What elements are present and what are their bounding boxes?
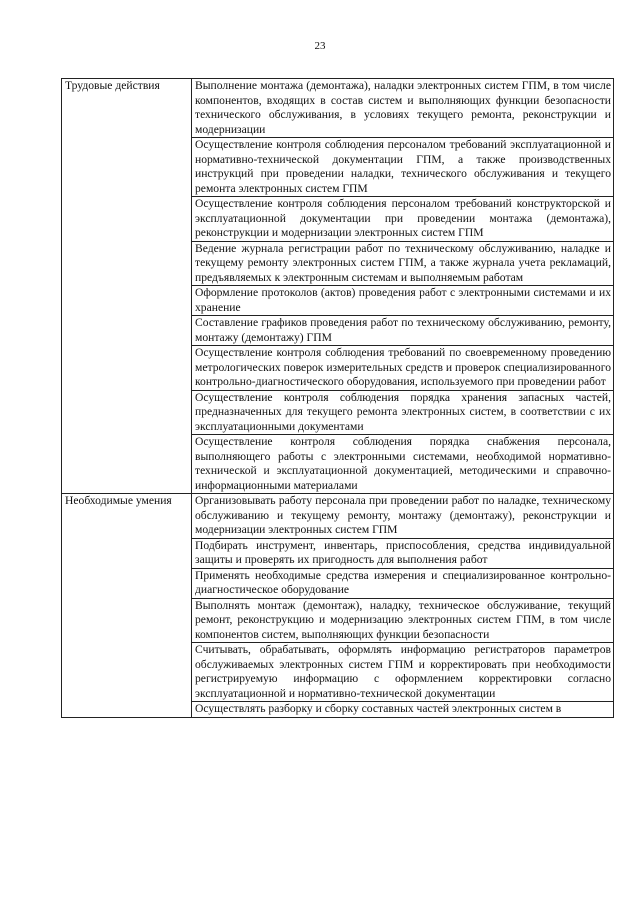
table-row (62, 79, 614, 138)
skill-item: Применять необходимые средства измерения и специализированное контрольно-диагностическое оборудование (192, 568, 614, 598)
labor-action-item: Осуществление контроля соблюдения персоналом требований эксплуатационной и нормативно-технической документации ГПМ, а также производственных инструкций при проведении наладки, технического обслуживания и текущего ремонта электронных систем ГПМ (192, 138, 614, 197)
page-number: 23 (314, 40, 326, 52)
labor-actions-label: Трудовые действия (62, 79, 192, 494)
labor-action-item: Составление графиков проведения работ по техническому обслуживанию, ремонту, монтажу (демонтажу) ГПМ (192, 316, 614, 346)
skill-item: Организовывать работу персонала при проведении работ по наладке, техническому обслуживанию и текущему ремонту, монтажу (демонтажу), реконструкции и модернизации электронных систем ГПМ (192, 494, 614, 539)
skill-item: Подбирать инструмент, инвентарь, приспособления, средства индивидуальной защиты и проверять их пригодность для выполнения работ (192, 538, 614, 568)
competency-table (61, 78, 614, 718)
table-row (62, 494, 614, 539)
labor-action-item: Осуществление контроля соблюдения порядка хранения запасных частей, предназначенных для текущего ремонта электронных систем, в соответствии с их эксплуатационными документами (192, 390, 614, 435)
skill-item: Выполнять монтаж (демонтаж), наладку, техническое обслуживание, текущий ремонт, реконструкцию и модернизацию электронных систем ГПМ, в том числе компонентов систем, выполняющих функции безопасности (192, 598, 614, 643)
labor-action-item: Выполнение монтажа (демонтажа), наладки электронных систем ГПМ, в том числе компонентов, входящих в состав систем и выполняющих функции безопасности технического обслуживания, в условиях текущего ремонта, реконструкции и модернизации (192, 79, 614, 138)
labor-action-item: Осуществление контроля соблюдения порядка снабжения персонала, выполняющего работы с электронными системами, необходимой нормативно-технической и эксплуатационной документацией, методическими и справочно-информационными материалами (192, 435, 614, 494)
labor-action-item: Ведение журнала регистрации работ по техническому обслуживанию, наладке и текущему ремонту электронных систем ГПМ, а также журнала учета рекламаций, предъявляемых к электронным системам и выполняемым работам (192, 241, 614, 286)
skill-item: Считывать, обрабатывать, оформлять информацию регистраторов параметров обслуживаемых электронных систем ГПМ и корректировать при необходимости регистрируемую информацию с оформлением корректировки согласно эксплуатационной и нормативно-технической документации (192, 643, 614, 702)
labor-action-item: Осуществление контроля соблюдения персоналом требований конструкторской и эксплуатационной документации при проведении монтажа (демонтажа), реконструкции и модернизации электронных систем ГПМ (192, 197, 614, 242)
labor-action-item: Осуществление контроля соблюдения требований по своевременному проведению метрологических поверок измерительных средств и проверок специализированного контрольно-диагностического оборудования, используемого при проведении работ (192, 346, 614, 391)
labor-action-item: Оформление протоколов (актов) проведения работ с электронными системами и их хранение (192, 286, 614, 316)
skill-item: Осуществлять разборку и сборку составных частей электронных систем в (192, 702, 614, 718)
required-skills-label: Необходимые умения (62, 494, 192, 718)
